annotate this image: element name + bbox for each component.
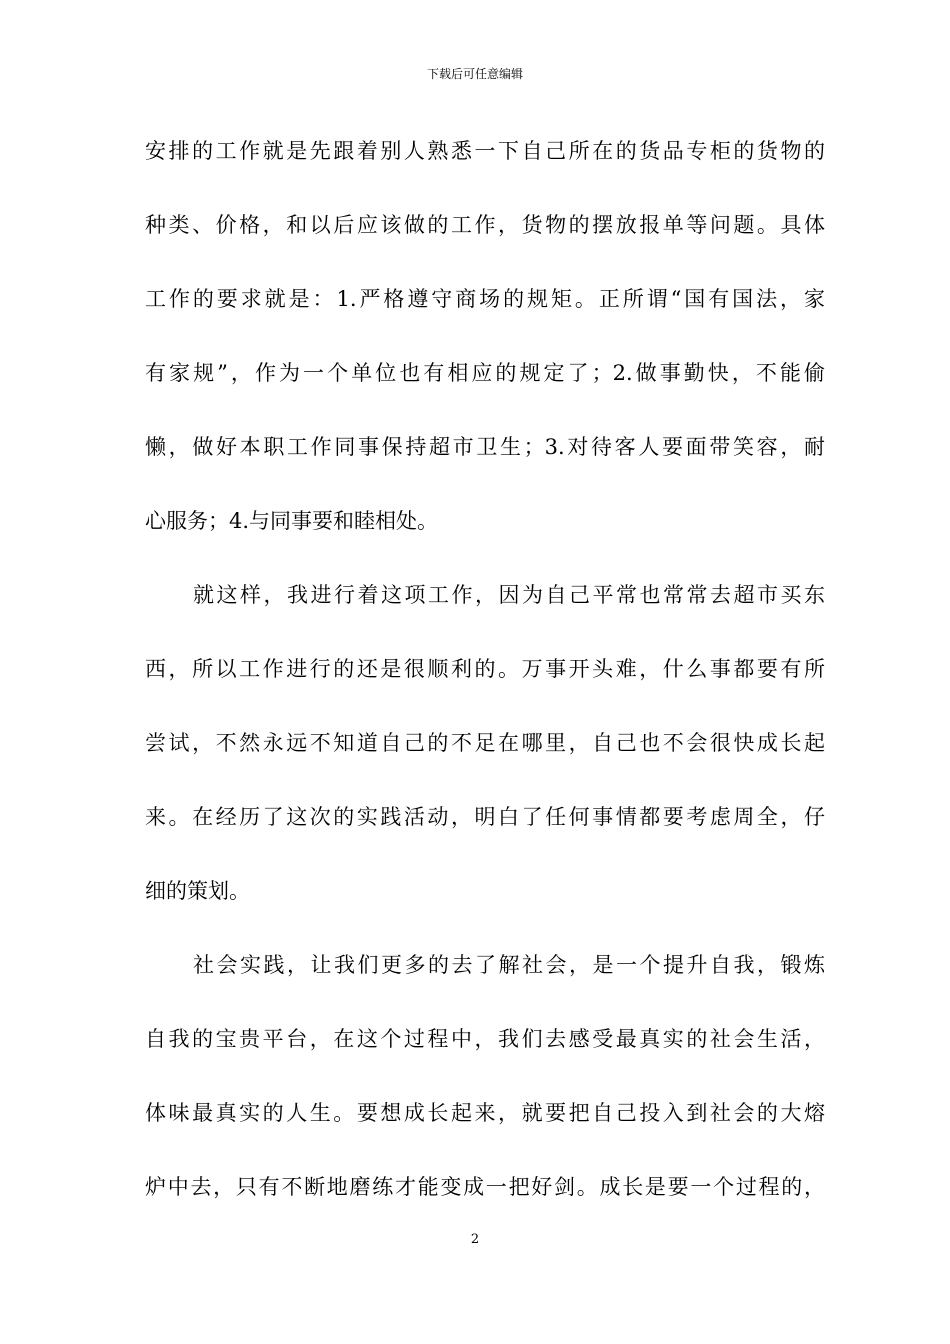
paragraph-line: 炉中去，只有不断地磨练才能变成一把好剑。成长是要一个过程的， (145, 1175, 825, 1199)
paragraph-line: 社会实践，让我们更多的去了解社会，是一个提升自我，锻炼 (193, 953, 825, 977)
paragraph-line: 细的策划。 (145, 879, 250, 903)
paragraph-line: 心服务；4.与同事要和睦相处。 (145, 509, 439, 533)
page-header: 下载后可任意编辑 (426, 67, 523, 81)
paragraph-line: 来。在经历了这次的实践活动，明白了任何事情都要考虑周全，仔 (145, 805, 825, 829)
paragraph-line: 有家规”，作为一个单位也有相应的规定了；2.做事勤快，不能偷 (145, 361, 825, 385)
paragraph-line: 自我的宝贵平台，在这个过程中，我们去感受最真实的社会生活， (145, 1027, 825, 1051)
page-number: 2 (470, 1232, 480, 1247)
paragraph-line: 安排的工作就是先跟着别人熟悉一下自己所在的货品专柜的货物的 (145, 139, 825, 163)
paragraph-line: 体味最真实的人生。要想成长起来，就要把自己投入到社会的大熔 (145, 1101, 825, 1125)
paragraph-line: 就这样，我进行着这项工作，因为自己平常也常常去超市买东 (193, 583, 825, 607)
paragraph-line: 西，所以工作进行的还是很顺利的。万事开头难，什么事都要有所 (145, 657, 825, 681)
paragraph-line: 工作的要求就是：1.严格遵守商场的规矩。正所谓“国有国法，家 (145, 287, 825, 311)
paragraph-line: 尝试，不然永远不知道自己的不足在哪里，自己也不会很快成长起 (145, 731, 825, 755)
paragraph-line: 种类、价格，和以后应该做的工作，货物的摆放报单等问题。具体 (145, 213, 825, 237)
paragraph-line: 懒，做好本职工作同事保持超市卫生；3.对待客人要面带笑容，耐 (145, 435, 825, 459)
